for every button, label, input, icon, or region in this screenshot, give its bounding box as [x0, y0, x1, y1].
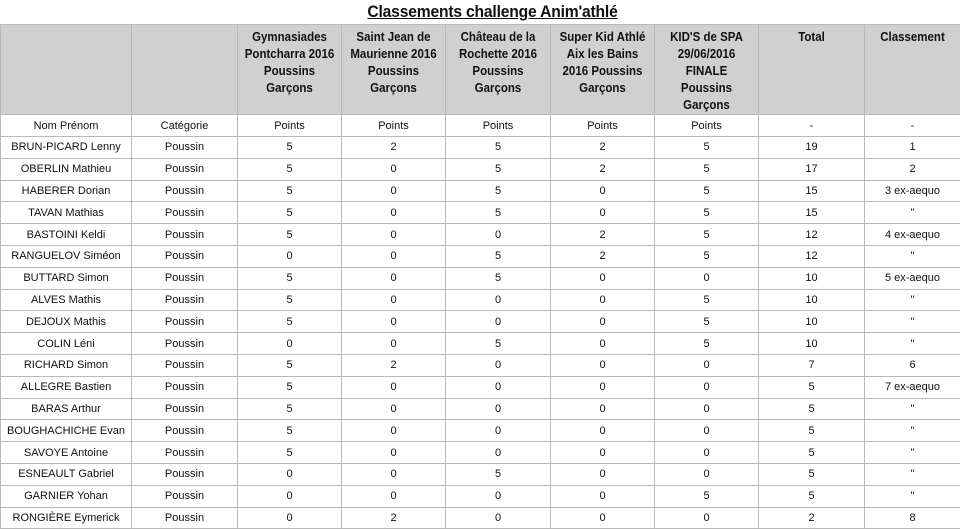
row-category: Poussin [132, 245, 238, 267]
row-name: DEJOUX Mathis [1, 311, 132, 333]
row-total: 5 [759, 420, 865, 442]
row-category: Poussin [132, 289, 238, 311]
row-name: BASTOINI Keldi [1, 224, 132, 246]
row-rank: " [865, 420, 960, 442]
row-total: 7 [759, 354, 865, 376]
row-points-5: 0 [655, 463, 759, 485]
subheader-points-5: Points [655, 115, 759, 137]
row-points-1: 0 [238, 485, 342, 507]
row-name: OBERLIN Mathieu [1, 158, 132, 180]
row-total: 10 [759, 289, 865, 311]
row-points-5: 5 [655, 180, 759, 202]
row-total: 15 [759, 202, 865, 224]
row-points-4: 2 [551, 224, 655, 246]
row-category: Poussin [132, 180, 238, 202]
row-points-3: 5 [446, 180, 551, 202]
row-points-2: 0 [342, 158, 446, 180]
row-rank: " [865, 442, 960, 464]
row-points-3: 0 [446, 224, 551, 246]
row-name: TAVAN Mathias [1, 202, 132, 224]
subheader-rank: - [865, 115, 960, 137]
table-row [1, 485, 960, 507]
subheader-points-4: Points [551, 115, 655, 137]
row-rank: " [865, 463, 960, 485]
table-row [1, 224, 960, 246]
row-rank: " [865, 311, 960, 333]
row-points-5: 0 [655, 442, 759, 464]
table-row [1, 398, 960, 420]
header-event-3: Château de la Rochette 2016 Poussins Garçons [446, 25, 551, 115]
row-points-4: 0 [551, 267, 655, 289]
row-points-1: 5 [238, 180, 342, 202]
row-name: ESNEAULT Gabriel [1, 463, 132, 485]
row-rank: " [865, 245, 960, 267]
row-category: Poussin [132, 311, 238, 333]
row-points-4: 2 [551, 158, 655, 180]
table-row [1, 245, 960, 267]
row-category: Poussin [132, 224, 238, 246]
header-blank-name [1, 25, 132, 115]
row-points-4: 0 [551, 333, 655, 355]
row-category: Poussin [132, 267, 238, 289]
row-total: 17 [759, 158, 865, 180]
row-points-4: 0 [551, 507, 655, 529]
subheader-points-2: Points [342, 115, 446, 137]
row-rank: 3 ex-aequo [865, 180, 960, 202]
row-points-1: 5 [238, 202, 342, 224]
row-category: Poussin [132, 202, 238, 224]
row-rank: 5 ex-aequo [865, 267, 960, 289]
row-points-4: 0 [551, 376, 655, 398]
table-row [1, 376, 960, 398]
row-points-1: 5 [238, 158, 342, 180]
table-row [1, 158, 960, 180]
subheader-total: - [759, 115, 865, 137]
table-row [1, 354, 960, 376]
row-name: COLIN Léni [1, 333, 132, 355]
row-total: 5 [759, 463, 865, 485]
row-rank: " [865, 202, 960, 224]
row-points-4: 0 [551, 354, 655, 376]
header-total: Total [759, 25, 865, 115]
row-points-5: 5 [655, 245, 759, 267]
row-points-3: 5 [446, 137, 551, 159]
row-rank: 4 ex-aequo [865, 224, 960, 246]
row-points-2: 0 [342, 245, 446, 267]
row-points-2: 0 [342, 311, 446, 333]
row-category: Poussin [132, 398, 238, 420]
table-row [1, 442, 960, 464]
row-points-5: 5 [655, 202, 759, 224]
row-points-2: 0 [342, 463, 446, 485]
header-blank-category [132, 25, 238, 115]
header-event-5: KID'S de SPA 29/06/2016 FINALE Poussins Garçons [655, 25, 759, 115]
row-points-2: 0 [342, 289, 446, 311]
row-total: 15 [759, 180, 865, 202]
row-points-4: 0 [551, 311, 655, 333]
row-points-2: 0 [342, 398, 446, 420]
row-points-5: 0 [655, 507, 759, 529]
row-points-1: 5 [238, 442, 342, 464]
row-points-2: 0 [342, 485, 446, 507]
row-category: Poussin [132, 442, 238, 464]
row-points-2: 0 [342, 333, 446, 355]
row-rank: 6 [865, 354, 960, 376]
row-total: 5 [759, 398, 865, 420]
row-points-2: 0 [342, 420, 446, 442]
row-points-5: 0 [655, 420, 759, 442]
row-points-3: 0 [446, 507, 551, 529]
row-name: ALLEGRE Bastien [1, 376, 132, 398]
header-event-2: Saint Jean de Maurienne 2016 Poussins Garçons [342, 25, 446, 115]
row-points-3: 0 [446, 311, 551, 333]
header-event-1: Gymnasiades Pontcharra 2016 Poussins Garçons [238, 25, 342, 115]
table-row [1, 267, 960, 289]
row-category: Poussin [132, 333, 238, 355]
row-points-2: 2 [342, 354, 446, 376]
row-name: GARNIER Yohan [1, 485, 132, 507]
row-points-1: 5 [238, 354, 342, 376]
row-points-1: 5 [238, 311, 342, 333]
table-row [1, 202, 960, 224]
table-row [1, 289, 960, 311]
row-points-2: 0 [342, 267, 446, 289]
row-points-3: 5 [446, 463, 551, 485]
row-name: RANGUELOV Siméon [1, 245, 132, 267]
row-points-2: 0 [342, 202, 446, 224]
table-row [1, 137, 960, 159]
row-points-4: 2 [551, 137, 655, 159]
row-points-5: 0 [655, 376, 759, 398]
row-points-3: 5 [446, 245, 551, 267]
header-event-4: Super Kid Athlé Aix les Bains 2016 Poussins Garçons [551, 25, 655, 115]
row-total: 2 [759, 507, 865, 529]
row-points-3: 0 [446, 398, 551, 420]
row-name: ALVES Mathis [1, 289, 132, 311]
row-category: Poussin [132, 507, 238, 529]
row-name: BARAS Arthur [1, 398, 132, 420]
row-name: BUTTARD Simon [1, 267, 132, 289]
row-name: SAVOYE Antoine [1, 442, 132, 464]
row-points-1: 5 [238, 398, 342, 420]
row-rank: " [865, 289, 960, 311]
row-points-2: 2 [342, 137, 446, 159]
row-points-5: 5 [655, 333, 759, 355]
row-name: HABERER Dorian [1, 180, 132, 202]
row-points-3: 0 [446, 420, 551, 442]
row-points-5: 5 [655, 485, 759, 507]
row-points-5: 5 [655, 311, 759, 333]
row-category: Poussin [132, 376, 238, 398]
row-points-4: 0 [551, 463, 655, 485]
row-points-3: 5 [446, 202, 551, 224]
row-points-4: 0 [551, 398, 655, 420]
row-category: Poussin [132, 485, 238, 507]
row-rank: " [865, 485, 960, 507]
row-name: BOUGHACHICHE Evan [1, 420, 132, 442]
row-total: 5 [759, 442, 865, 464]
row-points-3: 5 [446, 333, 551, 355]
row-rank: 8 [865, 507, 960, 529]
subheader-name: Nom Prénom [1, 115, 132, 137]
row-total: 5 [759, 376, 865, 398]
row-points-1: 0 [238, 245, 342, 267]
row-points-1: 5 [238, 376, 342, 398]
row-total: 12 [759, 224, 865, 246]
row-points-5: 5 [655, 158, 759, 180]
row-category: Poussin [132, 420, 238, 442]
row-category: Poussin [132, 463, 238, 485]
table-row [1, 463, 960, 485]
row-rank: 1 [865, 137, 960, 159]
row-points-3: 0 [446, 442, 551, 464]
row-rank: 7 ex-aequo [865, 376, 960, 398]
row-total: 10 [759, 267, 865, 289]
row-points-1: 5 [238, 420, 342, 442]
row-points-4: 2 [551, 245, 655, 267]
row-total: 12 [759, 245, 865, 267]
row-points-1: 0 [238, 507, 342, 529]
row-points-5: 0 [655, 267, 759, 289]
table-row [1, 180, 960, 202]
header-rank: Classement [865, 25, 960, 115]
row-points-5: 0 [655, 354, 759, 376]
row-name: BRUN-PICARD Lenny [1, 137, 132, 159]
page-title: Classements challenge Anim'athlé [39, 0, 945, 24]
row-rank: " [865, 398, 960, 420]
row-points-3: 0 [446, 376, 551, 398]
row-points-3: 0 [446, 354, 551, 376]
row-points-3: 0 [446, 485, 551, 507]
row-rank: 2 [865, 158, 960, 180]
subheader-category: Catégorie [132, 115, 238, 137]
row-name: RONGIÈRE Eymerick [1, 507, 132, 529]
row-category: Poussin [132, 354, 238, 376]
table-row [1, 420, 960, 442]
row-category: Poussin [132, 158, 238, 180]
row-total: 10 [759, 311, 865, 333]
row-points-3: 5 [446, 158, 551, 180]
row-points-5: 5 [655, 289, 759, 311]
row-rank: " [865, 333, 960, 355]
row-category: Poussin [132, 137, 238, 159]
row-points-4: 0 [551, 202, 655, 224]
row-points-2: 0 [342, 224, 446, 246]
row-total: 5 [759, 485, 865, 507]
row-total: 19 [759, 137, 865, 159]
row-points-1: 0 [238, 333, 342, 355]
row-points-2: 2 [342, 507, 446, 529]
row-points-1: 0 [238, 463, 342, 485]
row-points-2: 0 [342, 376, 446, 398]
row-points-1: 5 [238, 137, 342, 159]
header-row [1, 25, 960, 115]
subheader-row [1, 115, 960, 137]
row-points-4: 0 [551, 289, 655, 311]
row-points-4: 0 [551, 485, 655, 507]
row-points-5: 5 [655, 137, 759, 159]
row-points-1: 5 [238, 224, 342, 246]
row-points-4: 0 [551, 420, 655, 442]
row-points-4: 0 [551, 180, 655, 202]
row-points-1: 5 [238, 267, 342, 289]
subheader-points-1: Points [238, 115, 342, 137]
row-points-3: 0 [446, 289, 551, 311]
row-points-2: 0 [342, 180, 446, 202]
row-points-5: 5 [655, 224, 759, 246]
table-row [1, 507, 960, 529]
table-row [1, 333, 960, 355]
row-points-3: 5 [446, 267, 551, 289]
subheader-points-3: Points [446, 115, 551, 137]
row-name: RICHARD Simon [1, 354, 132, 376]
table-body [1, 137, 960, 529]
table-row [1, 311, 960, 333]
row-points-4: 0 [551, 442, 655, 464]
row-points-5: 0 [655, 398, 759, 420]
row-points-1: 5 [238, 289, 342, 311]
ranking-table [0, 24, 960, 529]
row-points-2: 0 [342, 442, 446, 464]
row-total: 10 [759, 333, 865, 355]
